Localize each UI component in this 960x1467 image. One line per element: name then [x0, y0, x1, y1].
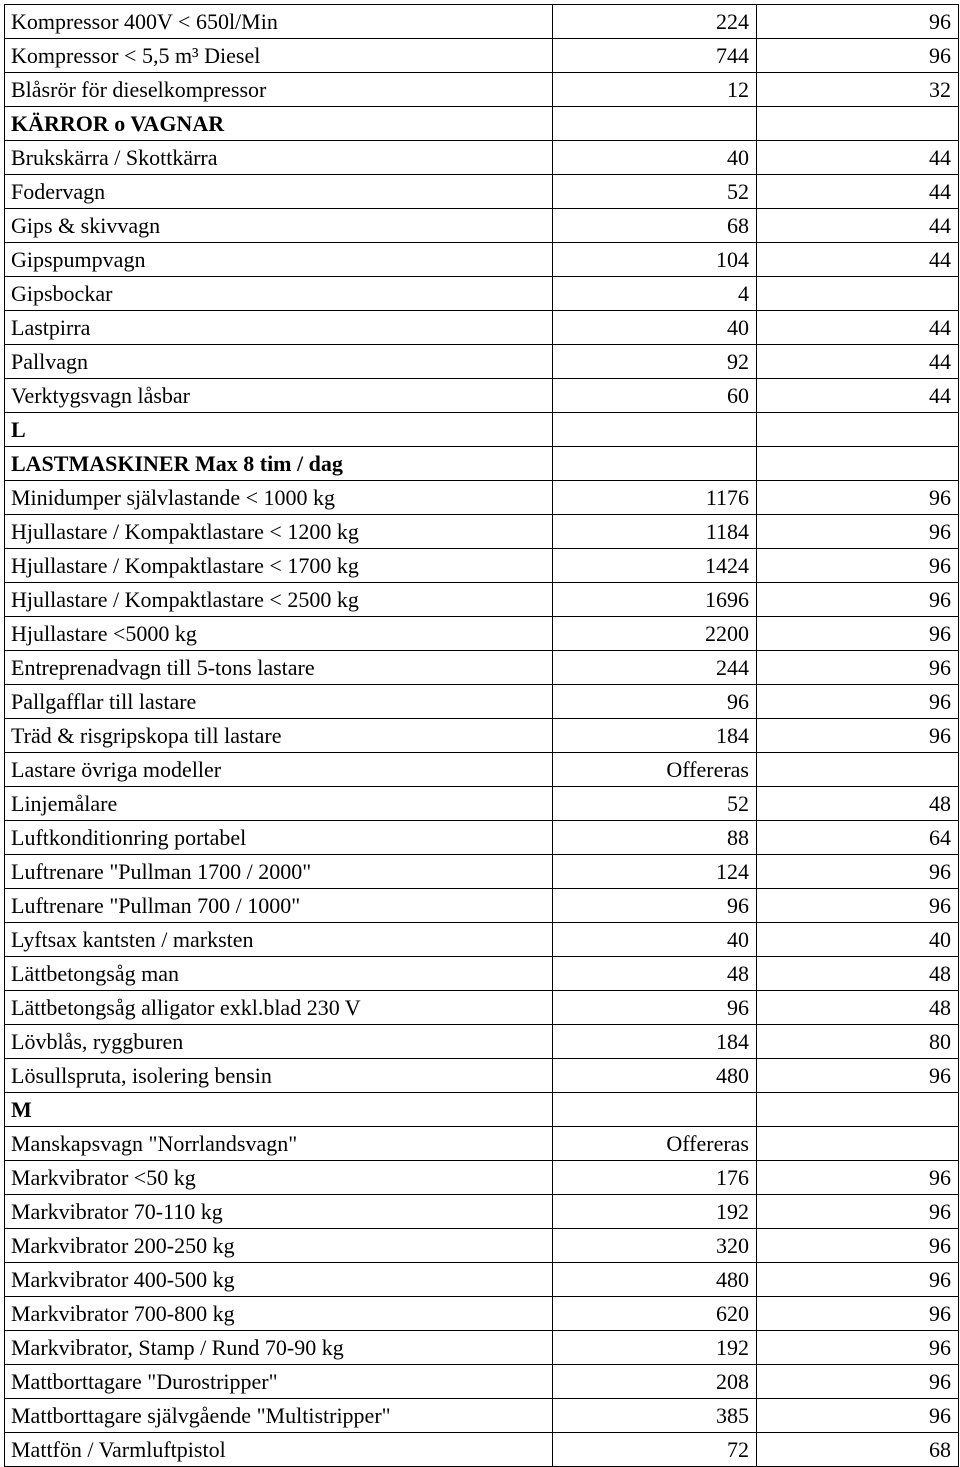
value-cell: 96	[757, 549, 959, 583]
price-cell: 40	[553, 923, 757, 957]
item-name-cell: Lövblås, ryggburen	[5, 1025, 553, 1059]
price-cell: 192	[553, 1331, 757, 1365]
value-cell	[757, 1093, 959, 1127]
value-cell: 96	[757, 1399, 959, 1433]
price-cell: 744	[553, 39, 757, 73]
section-header-row	[5, 1093, 959, 1127]
price-cell: 1176	[553, 481, 757, 515]
price-cell: 40	[553, 311, 757, 345]
table-row	[5, 1297, 959, 1331]
item-name-cell: Manskapsvagn "Norrlandsvagn"	[5, 1127, 553, 1161]
item-name-cell: Verktygsvagn låsbar	[5, 379, 553, 413]
price-cell: 224	[553, 5, 757, 39]
price-cell: 320	[553, 1229, 757, 1263]
value-cell: 44	[757, 379, 959, 413]
item-name-cell: L	[5, 413, 553, 447]
value-cell: 44	[757, 209, 959, 243]
price-cell: Offereras	[553, 753, 757, 787]
value-cell	[757, 107, 959, 141]
price-cell: 52	[553, 787, 757, 821]
item-name-cell: LASTMASKINER Max 8 tim / dag	[5, 447, 553, 481]
price-cell: Offereras	[553, 1127, 757, 1161]
table-row	[5, 1331, 959, 1365]
item-name-cell: Träd & risgripskopa till lastare	[5, 719, 553, 753]
price-cell: 2200	[553, 617, 757, 651]
value-cell: 96	[757, 1297, 959, 1331]
price-cell: 40	[553, 141, 757, 175]
table-row	[5, 855, 959, 889]
table-row	[5, 617, 959, 651]
table-row	[5, 277, 959, 311]
item-name-cell: Lastpirra	[5, 311, 553, 345]
value-cell: 96	[757, 617, 959, 651]
value-cell: 48	[757, 787, 959, 821]
price-cell: 96	[553, 889, 757, 923]
price-cell: 1424	[553, 549, 757, 583]
price-cell: 96	[553, 991, 757, 1025]
item-name-cell: Lastare övriga modeller	[5, 753, 553, 787]
value-cell	[757, 1127, 959, 1161]
value-cell: 96	[757, 889, 959, 923]
price-cell: 12	[553, 73, 757, 107]
item-name-cell: Mattfön / Varmluftpistol	[5, 1433, 553, 1467]
value-cell: 96	[757, 1263, 959, 1297]
price-cell: 72	[553, 1433, 757, 1467]
item-name-cell: Fodervagn	[5, 175, 553, 209]
table-row	[5, 549, 959, 583]
item-name-cell: M	[5, 1093, 553, 1127]
value-cell: 48	[757, 957, 959, 991]
price-cell: 192	[553, 1195, 757, 1229]
table-row	[5, 243, 959, 277]
item-name-cell: Luftkonditionring portabel	[5, 821, 553, 855]
item-name-cell: Luftrenare "Pullman 700 / 1000"	[5, 889, 553, 923]
table-row	[5, 141, 959, 175]
table-row	[5, 1433, 959, 1467]
table-row	[5, 1365, 959, 1399]
price-cell	[553, 1093, 757, 1127]
value-cell: 44	[757, 175, 959, 209]
table-row	[5, 379, 959, 413]
price-cell: 1184	[553, 515, 757, 549]
table-row	[5, 1059, 959, 1093]
value-cell: 80	[757, 1025, 959, 1059]
value-cell: 96	[757, 481, 959, 515]
item-name-cell: Pallgafflar till lastare	[5, 685, 553, 719]
price-cell: 176	[553, 1161, 757, 1195]
item-name-cell: KÄRROR o VAGNAR	[5, 107, 553, 141]
section-header-row	[5, 447, 959, 481]
table-row	[5, 481, 959, 515]
table-row	[5, 991, 959, 1025]
price-cell: 68	[553, 209, 757, 243]
table-row	[5, 1195, 959, 1229]
table-row	[5, 175, 959, 209]
value-cell: 96	[757, 583, 959, 617]
item-name-cell: Hjullastare / Kompaktlastare < 1200 kg	[5, 515, 553, 549]
value-cell: 40	[757, 923, 959, 957]
item-name-cell: Mattborttagare självgående "Multistripper"	[5, 1399, 553, 1433]
table-row	[5, 651, 959, 685]
table-row	[5, 923, 959, 957]
item-name-cell: Brukskärra / Skottkärra	[5, 141, 553, 175]
table-row	[5, 957, 959, 991]
table-row	[5, 719, 959, 753]
value-cell: 68	[757, 1433, 959, 1467]
value-cell: 96	[757, 1195, 959, 1229]
item-name-cell: Mattborttagare "Durostripper"	[5, 1365, 553, 1399]
item-name-cell: Gipsbockar	[5, 277, 553, 311]
value-cell: 96	[757, 1365, 959, 1399]
item-name-cell: Hjullastare / Kompaktlastare < 2500 kg	[5, 583, 553, 617]
item-name-cell: Kompressor 400V < 650l/Min	[5, 5, 553, 39]
item-name-cell: Markvibrator 700-800 kg	[5, 1297, 553, 1331]
value-cell: 96	[757, 1059, 959, 1093]
table-row	[5, 583, 959, 617]
price-cell: 480	[553, 1059, 757, 1093]
price-cell: 92	[553, 345, 757, 379]
table-row	[5, 345, 959, 379]
price-cell: 1696	[553, 583, 757, 617]
item-name-cell: Markvibrator 70-110 kg	[5, 1195, 553, 1229]
value-cell	[757, 753, 959, 787]
table-row	[5, 39, 959, 73]
table-row	[5, 821, 959, 855]
value-cell: 44	[757, 141, 959, 175]
value-cell: 96	[757, 39, 959, 73]
section-header-row	[5, 107, 959, 141]
table-row	[5, 515, 959, 549]
value-cell: 96	[757, 1229, 959, 1263]
item-name-cell: Lättbetongsåg man	[5, 957, 553, 991]
item-name-cell: Linjemålare	[5, 787, 553, 821]
value-cell: 96	[757, 515, 959, 549]
item-name-cell: Hjullastare / Kompaktlastare < 1700 kg	[5, 549, 553, 583]
price-cell: 96	[553, 685, 757, 719]
item-name-cell: Markvibrator 400-500 kg	[5, 1263, 553, 1297]
item-name-cell: Gips & skivvagn	[5, 209, 553, 243]
table-row	[5, 685, 959, 719]
table-row	[5, 209, 959, 243]
value-cell: 32	[757, 73, 959, 107]
price-cell	[553, 107, 757, 141]
value-cell: 96	[757, 719, 959, 753]
table-row	[5, 787, 959, 821]
item-name-cell: Luftrenare "Pullman 1700 / 2000"	[5, 855, 553, 889]
price-cell: 208	[553, 1365, 757, 1399]
item-name-cell: Pallvagn	[5, 345, 553, 379]
item-name-cell: Hjullastare <5000 kg	[5, 617, 553, 651]
price-cell: 184	[553, 719, 757, 753]
value-cell: 64	[757, 821, 959, 855]
item-name-cell: Markvibrator 200-250 kg	[5, 1229, 553, 1263]
price-cell: 620	[553, 1297, 757, 1331]
table-row	[5, 1161, 959, 1195]
price-cell: 48	[553, 957, 757, 991]
table-row	[5, 1399, 959, 1433]
table-row	[5, 1229, 959, 1263]
price-cell: 104	[553, 243, 757, 277]
value-cell: 96	[757, 5, 959, 39]
item-name-cell: Markvibrator <50 kg	[5, 1161, 553, 1195]
table-row	[5, 5, 959, 39]
value-cell: 44	[757, 311, 959, 345]
section-header-row	[5, 413, 959, 447]
value-cell: 96	[757, 1331, 959, 1365]
price-table-body	[5, 5, 959, 1467]
item-name-cell: Kompressor < 5,5 m³ Diesel	[5, 39, 553, 73]
item-name-cell: Minidumper självlastande < 1000 kg	[5, 481, 553, 515]
item-name-cell: Lösullspruta, isolering bensin	[5, 1059, 553, 1093]
item-name-cell: Markvibrator, Stamp / Rund 70-90 kg	[5, 1331, 553, 1365]
table-row	[5, 753, 959, 787]
price-cell: 480	[553, 1263, 757, 1297]
item-name-cell: Blåsrör för dieselkompressor	[5, 73, 553, 107]
table-row	[5, 1025, 959, 1059]
value-cell	[757, 447, 959, 481]
table-row	[5, 311, 959, 345]
price-cell: 385	[553, 1399, 757, 1433]
value-cell	[757, 413, 959, 447]
price-cell: 244	[553, 651, 757, 685]
value-cell: 44	[757, 243, 959, 277]
value-cell	[757, 277, 959, 311]
value-cell: 96	[757, 1161, 959, 1195]
value-cell: 96	[757, 855, 959, 889]
table-row	[5, 1127, 959, 1161]
table-row	[5, 73, 959, 107]
price-cell: 124	[553, 855, 757, 889]
value-cell: 96	[757, 651, 959, 685]
value-cell: 96	[757, 685, 959, 719]
item-name-cell: Lättbetongsåg alligator exkl.blad 230 V	[5, 991, 553, 1025]
table-row	[5, 889, 959, 923]
price-cell: 52	[553, 175, 757, 209]
price-cell	[553, 413, 757, 447]
item-name-cell: Entreprenadvagn till 5-tons lastare	[5, 651, 553, 685]
table-row	[5, 1263, 959, 1297]
value-cell: 48	[757, 991, 959, 1025]
item-name-cell: Gipspumpvagn	[5, 243, 553, 277]
item-name-cell: Lyftsax kantsten / marksten	[5, 923, 553, 957]
price-cell: 60	[553, 379, 757, 413]
price-cell: 88	[553, 821, 757, 855]
price-cell	[553, 447, 757, 481]
price-cell: 4	[553, 277, 757, 311]
price-cell: 184	[553, 1025, 757, 1059]
value-cell: 44	[757, 345, 959, 379]
price-table	[4, 4, 959, 1467]
